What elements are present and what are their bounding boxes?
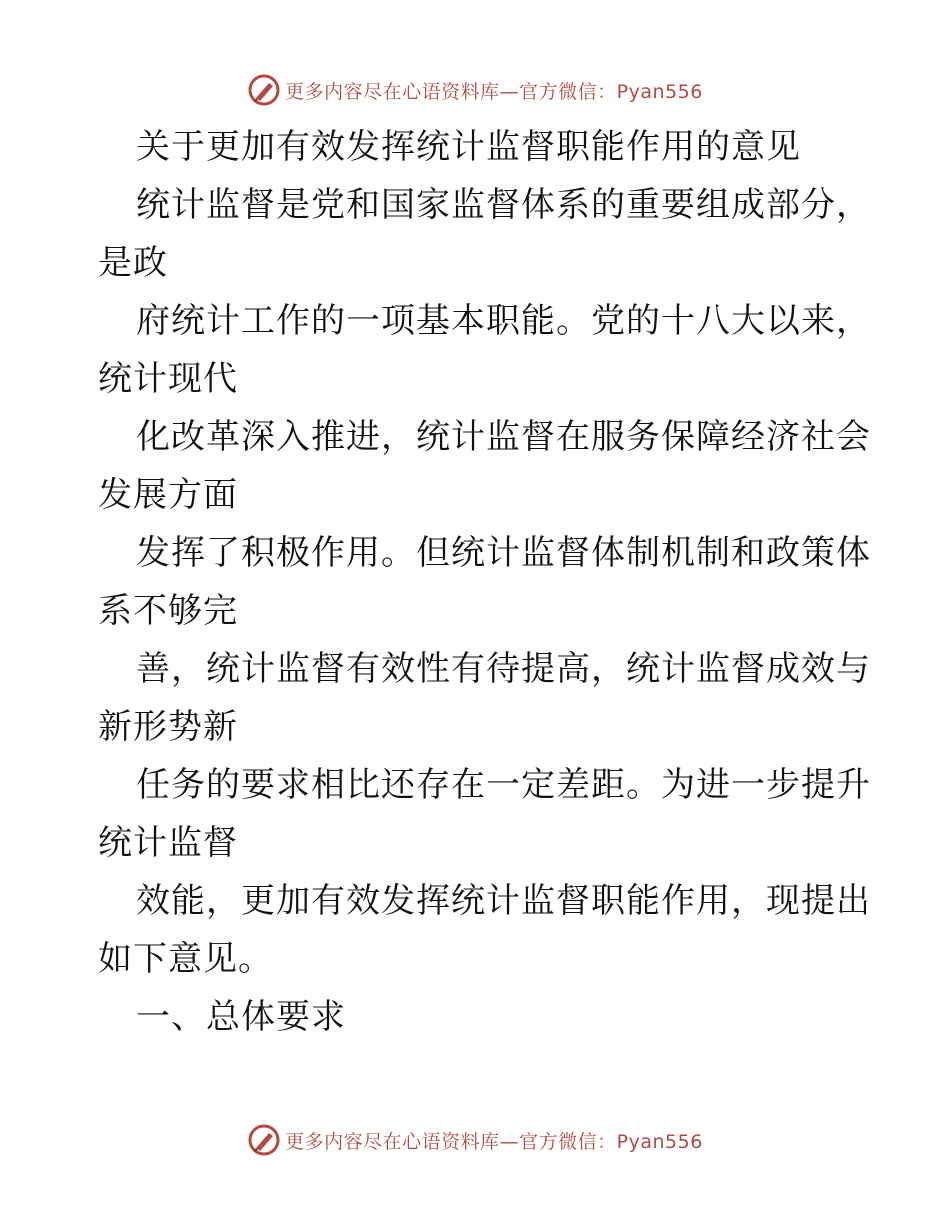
paragraph-line: 府统计工作的一项基本职能。党的十八大以来，	[136, 301, 871, 341]
paragraph-line: 善，统计监督有效性有待提高，统计监督成效与	[136, 649, 871, 689]
document-title: 关于更加有效发挥统计监督职能作用的意见	[136, 127, 801, 167]
paragraph-line: 新形势新	[98, 707, 238, 747]
pen-logo-icon	[247, 1123, 281, 1157]
paragraph-line: 任务的要求相比还存在一定差距。为进一步提升	[136, 765, 871, 805]
pen-logo-icon	[247, 73, 281, 107]
footer-watermark	[0, 1120, 950, 1160]
paragraph-line: 发挥了积极作用。但统计监督体制机制和政策体	[136, 533, 871, 573]
paragraph-line: 化改革深入推进，统计监督在服务保障经济社会	[136, 417, 871, 457]
paragraph-line: 效能，更加有效发挥统计监督职能作用，现提出	[136, 881, 871, 921]
header-watermark	[0, 70, 950, 110]
watermark-text: 更多内容尽在心语资料库—官方微信：Pyan556	[285, 1130, 703, 1153]
document-body	[98, 118, 871, 1046]
paragraph-line: 统计现代	[98, 359, 238, 399]
paragraph-line: 统计监督	[98, 823, 238, 863]
section-heading: 一、总体要求	[136, 997, 346, 1037]
paragraph-line: 发展方面	[98, 475, 238, 515]
paragraph-line: 是政	[98, 243, 168, 283]
paragraph-line: 系不够完	[98, 591, 238, 631]
watermark-text: 更多内容尽在心语资料库—官方微信：Pyan556	[285, 80, 703, 103]
paragraph-line: 如下意见。	[98, 939, 273, 979]
paragraph-line: 统计监督是党和国家监督体系的重要组成部分，	[136, 185, 871, 225]
